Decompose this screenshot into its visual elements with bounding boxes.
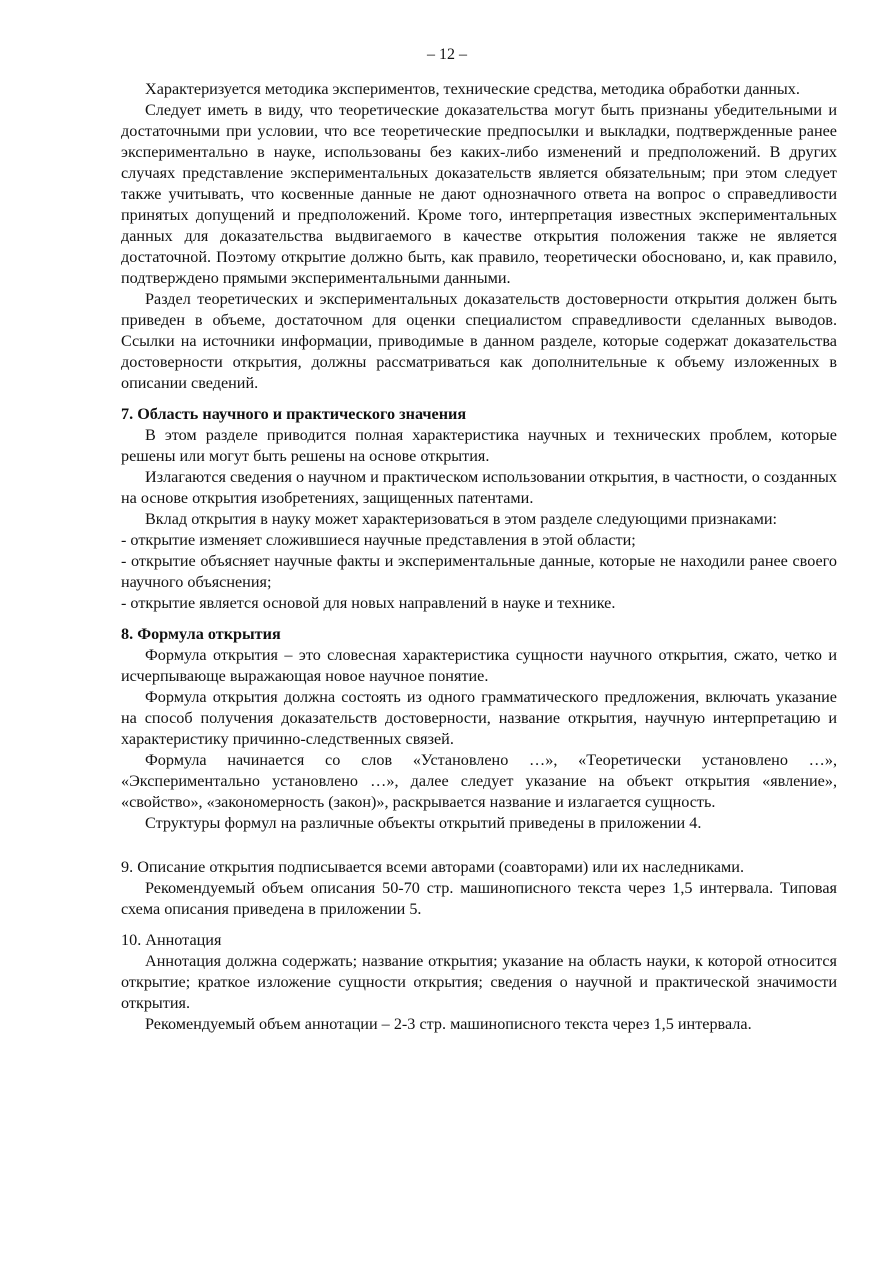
section-7-bullet-1: - открытие изменяет сложившиеся научные представления в этой области; bbox=[121, 531, 636, 549]
intro-paragraph-3: Раздел теоретических и экспериментальных доказательств достоверности открытия должен быть приведен в объеме, достаточном для оценки специалистом справедливости сделанных выводов. Ссылки на источники информации, приводимые в данном разделе, которые содержат доказательства достоверности открытия, должны рассматриваться как дополнительные к объему изложенных в описании сведений. bbox=[121, 290, 837, 392]
section-7-heading: 7. Область научного и практического значения bbox=[121, 405, 467, 423]
section-10-heading: 10. Аннотация bbox=[121, 931, 222, 949]
section-9-paragraph-1: 9. Описание открытия подписывается всеми авторами (соавторами) или их наследниками. bbox=[121, 858, 745, 876]
section-7-bullet-2: - открытие объясняет научные факты и экспериментальные данные, которые не находили ранее своего научного объяснения; bbox=[121, 552, 837, 591]
section-8-paragraph-2: Формула открытия должна состоять из одного грамматического предложения, включать указание на способ получения доказательств достоверности, название открытия, научную интерпретацию и характеристику причинно-следственных связей. bbox=[121, 688, 837, 748]
section-9-paragraph-2: Рекомендуемый объем описания 50-70 стр. машинописного текста через 1,5 интервала. Типовая схема описания приведена в приложении 5. bbox=[121, 879, 837, 918]
section-7-bullet-3: - открытие является основой для новых направлений в науке и технике. bbox=[121, 594, 616, 612]
section-8-paragraph-4: Структуры формул на различные объекты открытий приведены в приложении 4. bbox=[145, 814, 702, 832]
intro-paragraph-1: Характеризуется методика экспериментов, технические средства, методика обработки данных. bbox=[145, 80, 800, 98]
section-8-paragraph-3: Формула начинается со слов «Установлено …», «Теоретически установлено …», «Экспериментально установлено …», далее следует указание на объект открытия «явление», «свойство», «закономерность (закон)», раскрывается название и излагается сущность. bbox=[121, 751, 837, 811]
page-content bbox=[121, 79, 837, 1035]
section-7-paragraph-2: Излагаются сведения о научном и практическом использовании открытия, в частности, о созданных на основе открытия изобретениях, защищенных патентами. bbox=[121, 468, 837, 507]
section-8-heading: 8. Формула открытия bbox=[121, 625, 281, 643]
intro-paragraph-2: Следует иметь в виду, что теоретические доказательства могут быть признаны убедительными и достаточными при условии, что все теоретические предпосылки и выкладки, подтвержденные ранее экспериментально в науке, использованы без каких-либо изменений и предположений. В других случаях представление экспериментальных доказательств является обязательным; при этом следует также учитывать, что косвенные данные не дают однозначного ответа на вопрос о справедливости принятых допущений и предположений. Кроме того, интерпретация известных экспериментальных данных для доказательства выдвигаемого в качестве открытия положения также не является достаточной. Поэтому открытие должно быть, как правило, теоретически обосновано, и, как правило, подтверждено прямыми экспериментальными данными. bbox=[121, 101, 837, 287]
section-7-paragraph-3: Вклад открытия в науку может характеризоваться в этом разделе следующими признаками: bbox=[145, 510, 778, 528]
section-10-paragraph-2: Рекомендуемый объем аннотации – 2-3 стр. машинописного текста через 1,5 интервала. bbox=[145, 1015, 752, 1033]
section-10-paragraph-1: Аннотация должна содержать; название открытия; указание на область науки, к которой относится открытие; краткое изложение сущности открытия; сведения о научной и практической значимости открытия. bbox=[121, 952, 837, 1012]
section-7-paragraph-1: В этом разделе приводится полная характеристика научных и технических проблем, которые решены или могут быть решены на основе открытия. bbox=[121, 426, 837, 465]
page-number: – 12 – bbox=[427, 46, 467, 63]
section-8-paragraph-1: Формула открытия – это словесная характеристика сущности научного открытия, сжато, четко и исчерпывающе выражающая новое научное понятие. bbox=[121, 646, 837, 685]
